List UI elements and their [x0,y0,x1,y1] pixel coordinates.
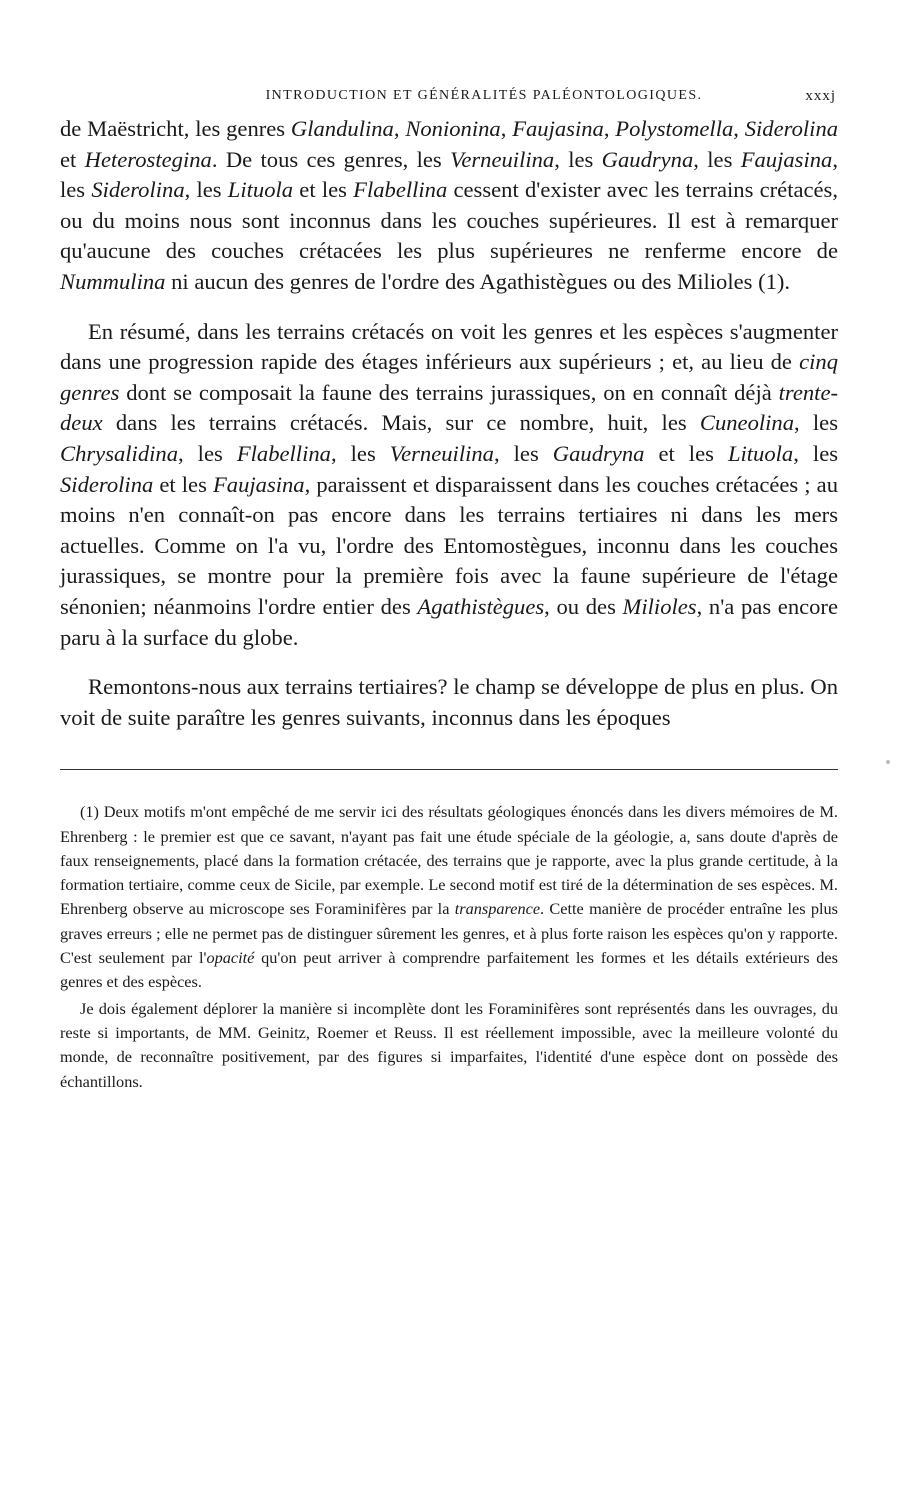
text-run: , les [794,410,838,436]
page-number: xxxj [805,88,836,104]
text-run: , [500,116,513,141]
text-run: cessent d'exister avec les terrains crétacés, ou du moins nous sont inconnus dans les couches supérieures. Il est à remarquer qu'aucune des couches crétacées les plus supérieures ne renferme encore de [60,177,838,264]
genus-name: Chrysalidina [60,440,178,466]
text-run: , paraissent et disparaissent dans les couches crétacées ; au moins n'en connaît-on pas encore dans les terrains tertiaires ni dans les mers actuelles. Comme on l'a vu, l'ordre des Entomostègues, inconnu dans les couches jurassiques, se montre pour la première fois avec la faune supérieure de l'étage sénonien; néanmoins l'ordre entier des [60,471,838,619]
genus-name: Gaudryna [601,146,694,172]
text-run: dans les terrains crétacés. Mais, sur ce nombre, huit, les [102,410,700,436]
text-run: . De tous ces genres, les [211,146,451,172]
page [60,88,838,1094]
text-run: , ou des [544,593,623,619]
emphasis: trente-deux [60,379,838,436]
genus-name: Verneuilina [389,440,494,466]
text-run: , les [793,440,839,466]
genus-name: Nummulina [60,268,166,294]
genus-name: Cuneolina [699,410,795,436]
footnote-separator [60,769,838,770]
genus-name: Siderolina [744,116,839,141]
paragraph-2 [60,317,838,654]
genus-name: Lituola [727,440,794,466]
genus-name: Faujasina [212,471,305,497]
text-run: , les [178,440,237,466]
footnotes [60,800,838,1094]
genus-name: Faujasina [740,146,833,172]
text-run: de Maëstricht, les genres [60,116,291,141]
running-head [60,88,838,114]
genus-name: Siderolina [60,471,154,497]
footnote-1 [60,800,838,994]
running-title: INTRODUCTION ET GÉNÉRALITÉS PALÉONTOLOGIQUES. [265,88,703,103]
genus-name: Heterostegina [84,146,212,172]
genus-name: Polystomella [615,116,734,141]
emphasis: opacité [206,948,255,968]
text-run: ni aucun des genres de l'ordre des Agathistègues ou des Milioles (1). [165,268,791,294]
genus-name: Verneuilina [450,146,555,172]
paper-speck [886,760,890,764]
genus-name: Siderolina [91,177,185,203]
emphasis: transparence [454,899,541,919]
genus-name: Gaudryna [552,440,645,466]
genus-name: Nonionina [405,116,501,141]
footnote-2: Je dois également déplorer la manière si incomplète dont les Foraminifères sont représentés dans les ouvrages, du reste si importants, de MM. Geinitz, Roemer et Reuss. Il est réellement impossible, avec la meilleure volonté du monde, de reconnaître positivement, par des figures si imparfaites, l'identité d'une espèce dont on possède des échantillons. [60,998,838,1091]
paragraph-1 [60,114,838,298]
genus-name: Flabellina [236,440,331,466]
text-run: , [603,116,616,141]
genus-name: Lituola [227,177,294,203]
text-run: , les [554,146,602,172]
text-run: et les [293,177,354,203]
text-run: , [393,116,406,141]
genus-name: Faujasina [512,116,604,141]
text-run: , les [330,440,390,466]
text-run: (1) Deux motifs m'ont empêché de me servir ici des résultats géologiques énoncés dans les divers mémoires de M. Ehrenberg : le premier est que ce savant, n'ayant pas fait une étude spéciale de la géologie, a, sans doute d'après de faux renseignements, placé dans la formation crétacée, des terrains que je rapporte, avec la plus grande certitude, à la formation tertiaire, comme ceux de Sicile, par exemple. Le second motif est tiré de la détermination de ses espèces. M. Ehrenberg observe au microscope ses Foraminifères par la [60,802,838,919]
text-run: , les [184,177,228,203]
genus-name: Flabellina [353,177,448,203]
emphasis: cinq genres [60,349,838,405]
text-run: et les [644,440,728,466]
paragraph-3: Remontons-nous aux terrains tertiaires? le champ se développe de plus en plus. On voit de suite paraître les genres suivants, inconnus dans les époques [60,674,838,730]
genus-name: Glandulina [290,116,394,141]
text-run: . Cette manière de procéder entraîne les plus graves erreurs ; elle ne permet pas de distinguer sûrement les genres, et à plus forte raison les espèces qu'on y rapporte. C'est seulement par l' [60,899,838,968]
text-run: , n'a pas encore paru à la surface du globe. [60,593,838,650]
text-run: qu'on peut arriver à comprendre parfaitement les formes et les détails extérieurs des genres et des espèces. [60,948,838,992]
text-run: dont se composait la faune des terrains jurassiques, on en connaît déjà [119,379,779,405]
text-run: , les [60,146,838,203]
text-run: , [733,116,745,141]
order-name: Milioles [622,593,697,619]
text-run: , les [493,440,553,466]
text-run: En résumé, dans les terrains crétacés on voit les genres et les espèces s'augmenter dans une progression rapide des étages inférieurs aux supérieurs ; et, au lieu de [60,318,838,375]
order-name: Agathistègues [417,593,545,619]
main-text [60,114,838,733]
text-run: , les [693,146,741,172]
text-run: et [60,146,85,172]
text-run: et les [153,471,213,497]
